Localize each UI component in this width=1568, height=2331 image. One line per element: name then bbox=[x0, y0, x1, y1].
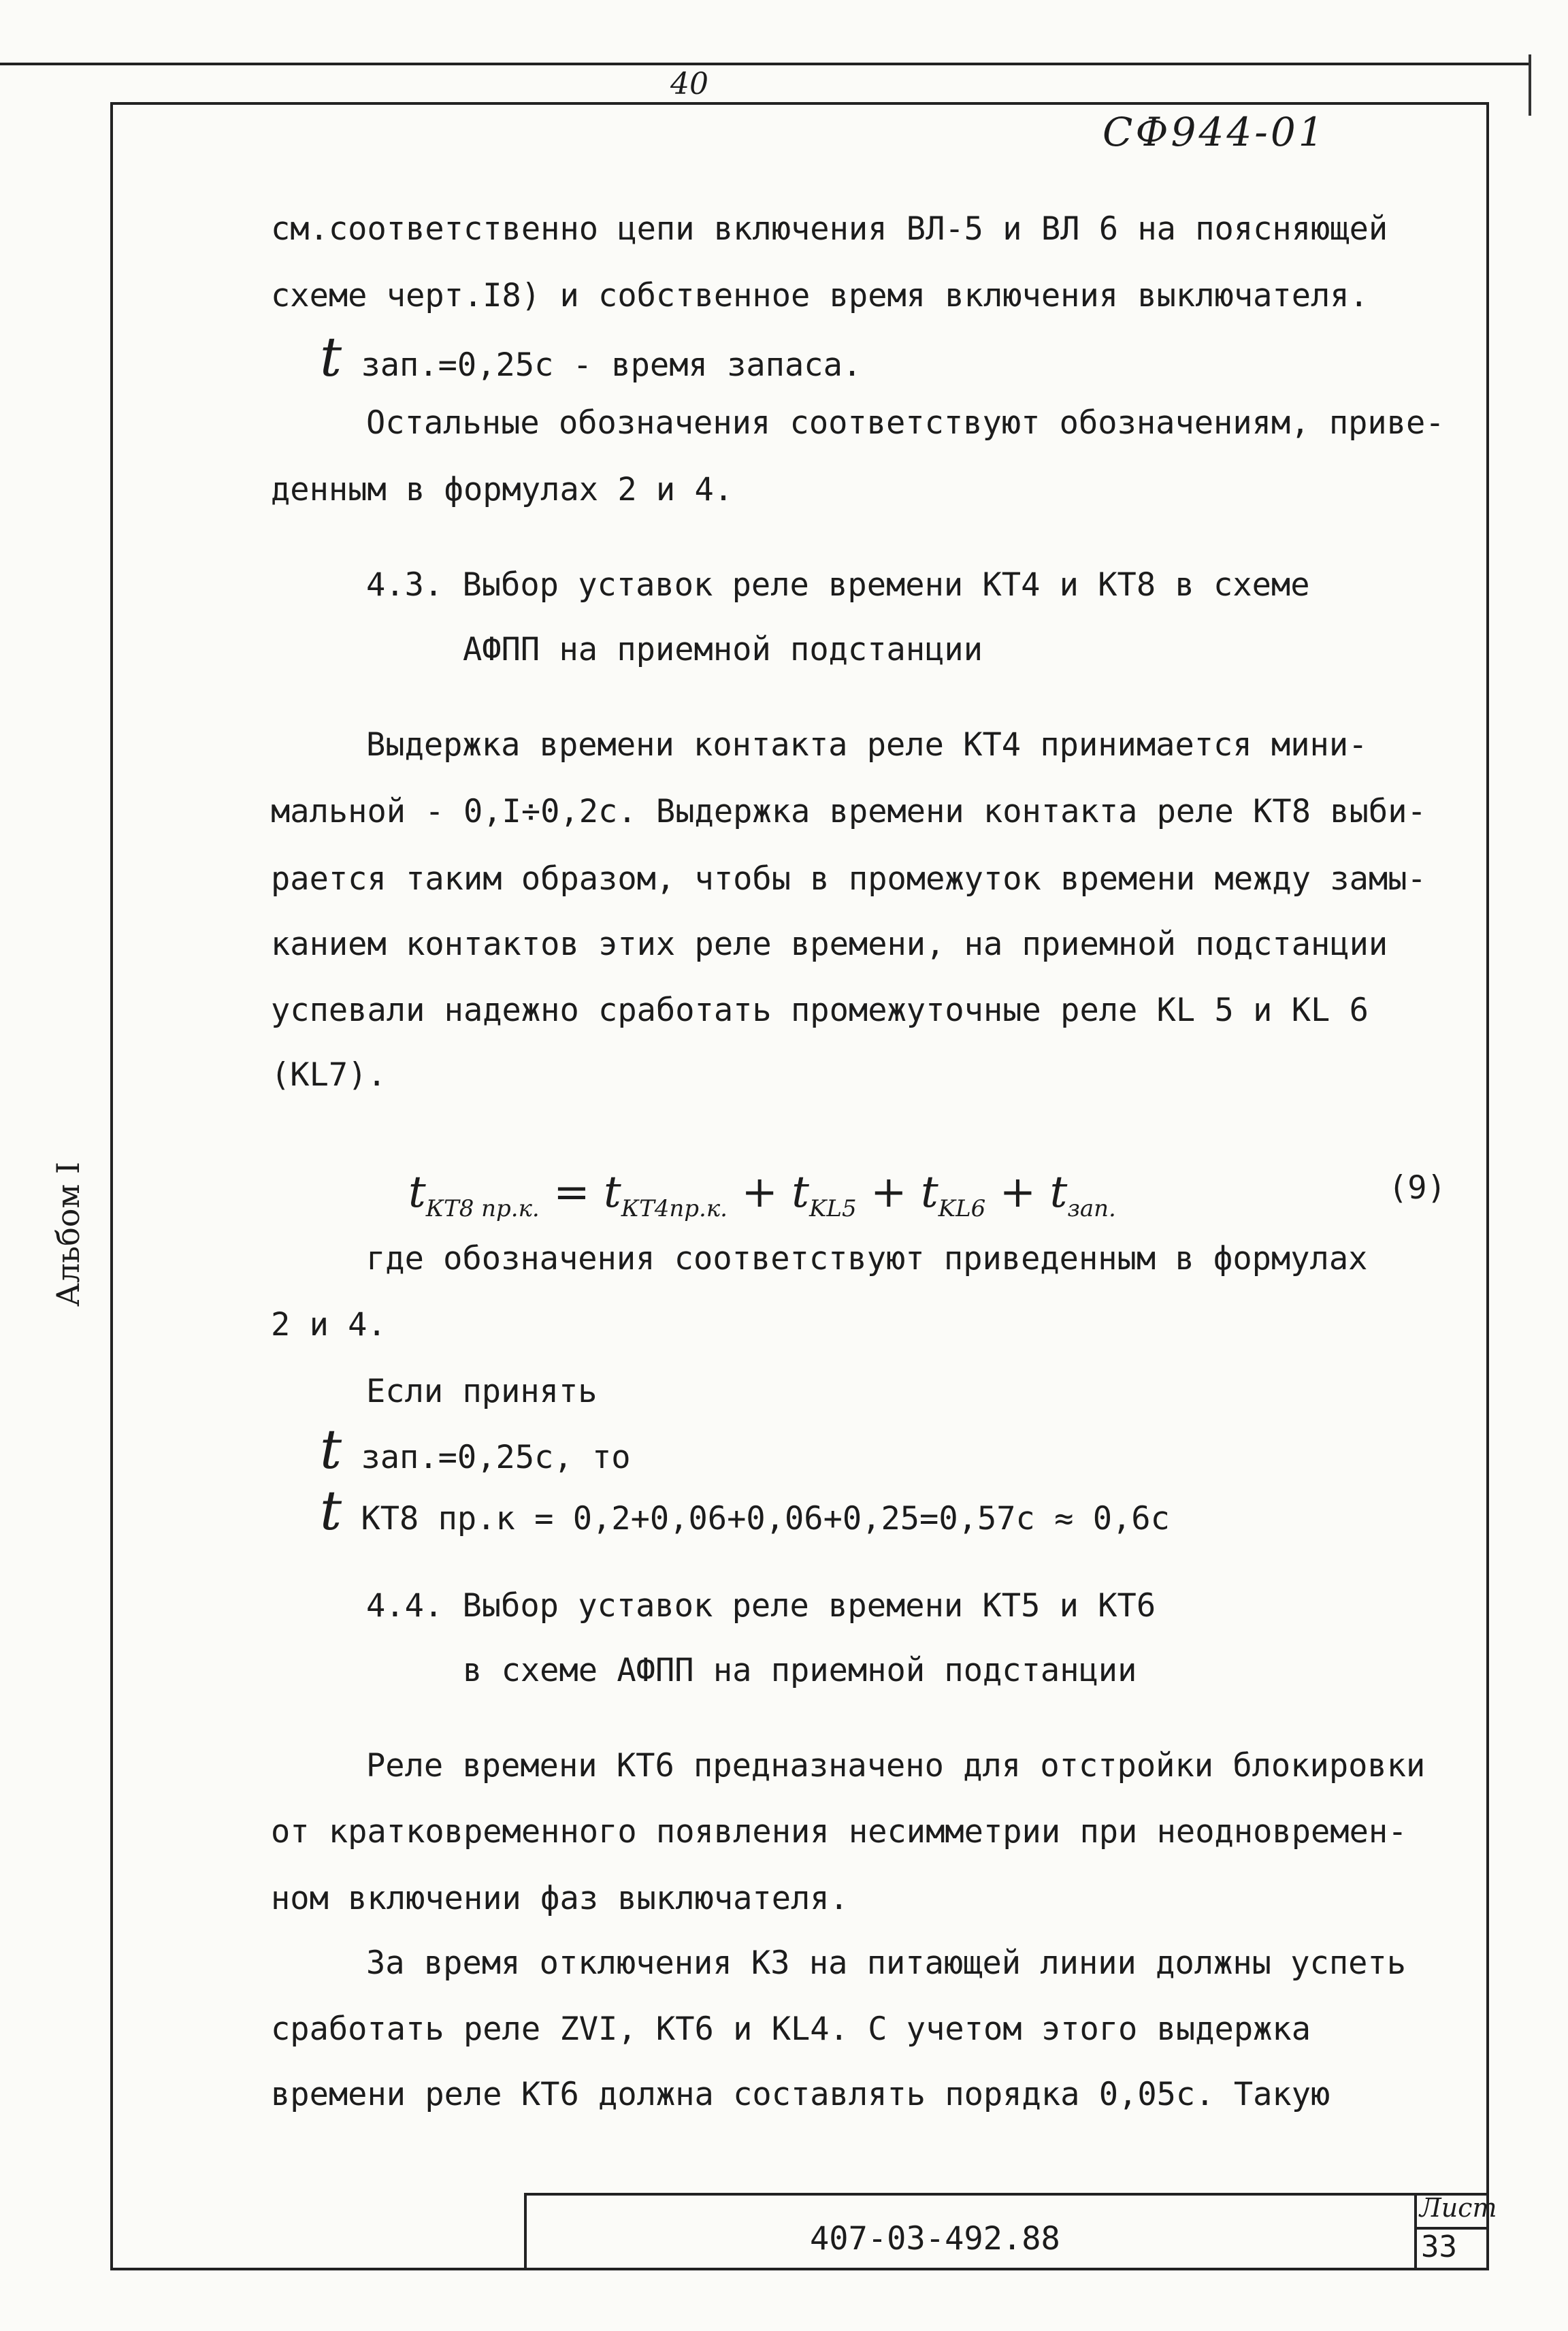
formula-term: t bbox=[408, 1167, 426, 1218]
formula-subscript: КТ4пр.к. bbox=[621, 1194, 728, 1222]
text-line: рается таким образом, чтобы в промежуток времени между замы- bbox=[271, 860, 1426, 898]
text-line: Реле времени КТ6 предназначено для отстройки блокировки bbox=[366, 1747, 1426, 1784]
sheet-label: Лист bbox=[1420, 2193, 1497, 2223]
document-code: СФ944-01 bbox=[1102, 109, 1326, 155]
formula-9 bbox=[408, 1165, 1116, 1236]
text-line: ном включении фаз выключателя. bbox=[271, 1880, 849, 1917]
text-line: времени реле КТ6 должна составлять порядка 0,05с. Такую bbox=[271, 2076, 1330, 2113]
equation-number: (9) bbox=[1388, 1169, 1446, 1207]
text-line: от кратковременного появления несимметрии при неодновремен- bbox=[271, 1813, 1407, 1851]
text-line: канием контактов этих реле времени, на приемной подстанции bbox=[271, 926, 1388, 963]
formula-term: t bbox=[791, 1167, 810, 1218]
text-line: мальной - 0,I÷0,2с. Выдержка времени контакта реле КТ8 выби- bbox=[271, 793, 1426, 830]
text-line: (КL7). bbox=[271, 1056, 387, 1094]
section-heading: 4.3. Выбор уставок реле времени КТ4 и КТ8 в схеме bbox=[366, 566, 1310, 604]
t-symbol: t bbox=[320, 325, 342, 389]
formula-subscript: КТ8 пр.к. bbox=[425, 1194, 540, 1222]
text-line: Если принять bbox=[366, 1373, 598, 1410]
text-line: где обозначения соответствуют приведенным в формулах bbox=[366, 1240, 1368, 1277]
formula-subscript: зап. bbox=[1067, 1194, 1116, 1222]
text-line: Выдержка времени контакта реле КТ4 принимается мини- bbox=[366, 726, 1368, 764]
text-line bbox=[320, 1479, 1170, 1542]
text-line: Остальные обозначения соответствуют обозначениям, приве- bbox=[366, 404, 1445, 442]
formula-term: t bbox=[920, 1167, 938, 1218]
text-line: 2 и 4. bbox=[271, 1306, 387, 1343]
section-heading: в схеме АФПП на приемной подстанции bbox=[463, 1652, 1137, 1689]
formula-operator: + bbox=[727, 1167, 792, 1218]
page-number: 40 bbox=[670, 67, 708, 101]
text-segment: КТ8 пр.к = 0,2+0,06+0,06+0,25=0,57с ≈ 0,6с bbox=[361, 1500, 1170, 1537]
text-line: схеме черт.I8) и собственное время включения выключателя. bbox=[271, 277, 1369, 314]
formula-subscript: KL5 bbox=[809, 1194, 857, 1222]
text-line: см.соответственно цепи включения ВЛ-5 и ВЛ 6 на поясняющей bbox=[271, 210, 1388, 248]
formula-operator: + bbox=[985, 1167, 1050, 1218]
formula-operator: + bbox=[856, 1167, 921, 1218]
text-segment: зап.=0,25с - время запаса. bbox=[361, 346, 862, 384]
sheet-number: 33 bbox=[1421, 2230, 1457, 2264]
text-line: сработать реле ZVI, КТ6 и КL4. С учетом этого выдержка bbox=[271, 2010, 1311, 2048]
top-rule bbox=[0, 63, 1531, 65]
section-heading: АФПП на приемной подстанции bbox=[463, 631, 983, 668]
formula-subscript: KL6 bbox=[938, 1194, 986, 1222]
text-line: успевали надежно сработать промежуточные реле КL 5 и КL 6 bbox=[271, 992, 1369, 1029]
text-line: денным в формулах 2 и 4. bbox=[271, 471, 734, 508]
formula-operator: = bbox=[539, 1167, 604, 1218]
text-line: За время отключения КЗ на питающей линии должны успеть bbox=[366, 1944, 1407, 1982]
album-side-label: Альбом I bbox=[50, 1161, 86, 1307]
text-segment: зап.=0,25с, то bbox=[361, 1439, 631, 1476]
document-designation: 407-03-492.88 bbox=[810, 2220, 1060, 2257]
formula-term: t bbox=[1049, 1167, 1068, 1218]
t-symbol: t bbox=[320, 1479, 342, 1542]
section-heading: 4.4. Выбор уставок реле времени КТ5 и КТ6 bbox=[366, 1587, 1156, 1625]
right-edge-mark bbox=[1529, 54, 1531, 116]
t-symbol: t bbox=[320, 1418, 342, 1481]
formula-term: t bbox=[604, 1167, 621, 1218]
text-line bbox=[320, 325, 862, 389]
text-line bbox=[320, 1418, 631, 1481]
